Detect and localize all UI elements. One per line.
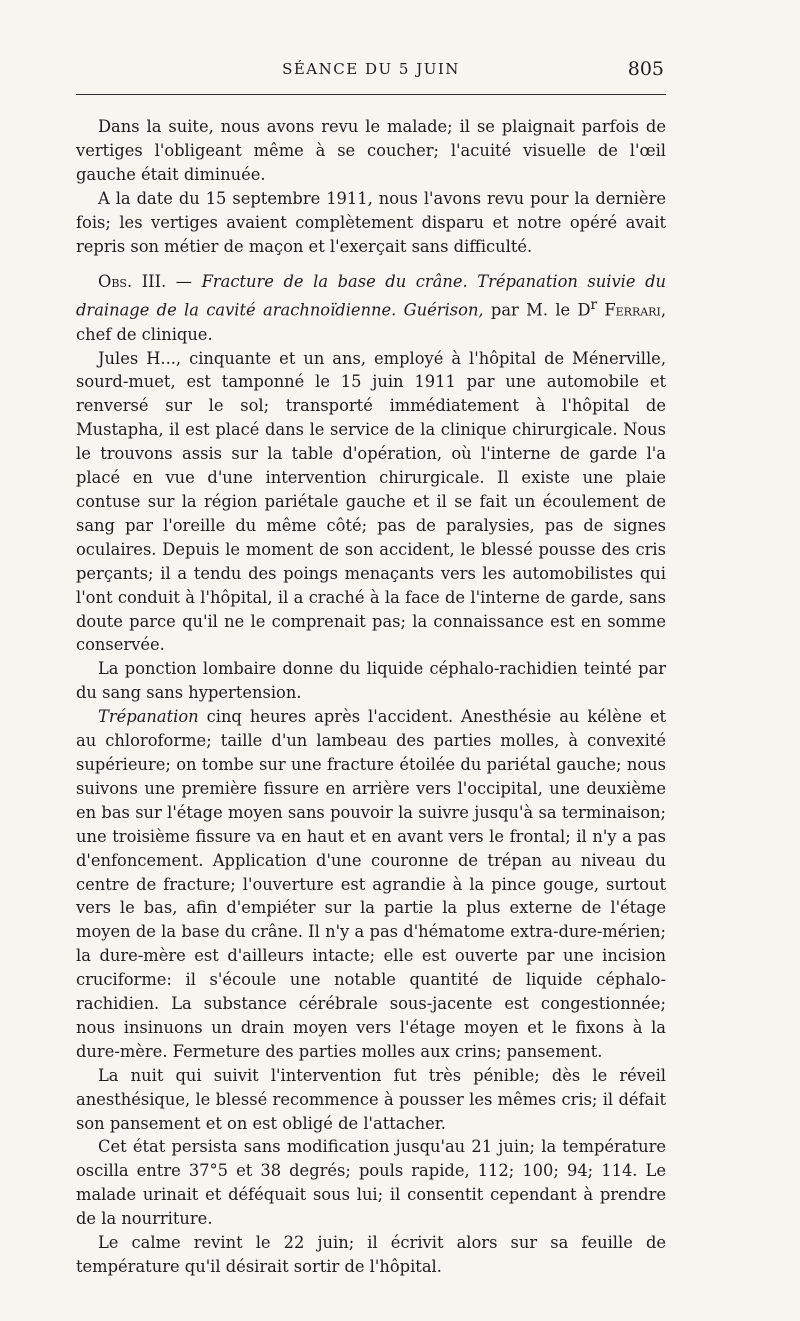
paragraph-6: La nuit qui suivit l'intervention fut très pénible; dès le réveil anesthésique, le blessé recommence à pousser les mêmes cris; il défait son pansement et on est obligé de l'attacher. xyxy=(76,1065,666,1133)
text-body xyxy=(76,115,666,1279)
observation-title: Fracture de la base du crâne. Trépanation suivie du drainage de la cavité arachnoïdienne. Guérison, xyxy=(76,272,666,320)
observation-by: par M. le D xyxy=(483,300,591,320)
paragraph-3: Jules H..., cinquante et un ans, employé à l'hôpital de Ménerville, sourd-muet, est tamponné le 15 juin 1911 par une automobile et renversé sur le sol; transporté immédiatement à l'hôpital de Mustapha, il est placé dans le service de la clinique chirurgicale. Nous le trouvons assis sur la table d'opération, où l'interne de garde l'a placé en vue d'une intervention chirurgicale. Il existe une plaie contuse sur la région pariétale gauche et il se fait un écoulement de sang par l'oreille du même côté; pas de paralysies, pas de signes oculaires. Depuis le moment de son accident, le blessé pousse des cris perçants; il a tendu des poings menaçants vers les automobilistes qui l'ont conduit à l'hôpital, il a craché à la face de l'interne de garde, sans doute parce qu'il ne le comprenait pas; la connaissance est en somme conservée. xyxy=(76,348,666,655)
page-header xyxy=(76,58,666,92)
header-rule xyxy=(76,94,666,95)
paragraph-2: A la date du 15 septembre 1911, nous l'avons revu pour la dernière fois; les vertiges avaient complètement disparu et notre opéré avait repris son métier de maçon et l'exerçait sans difficulté. xyxy=(76,188,666,256)
observation-label: Obs. III. — xyxy=(98,272,202,292)
observation-author: Ferrari xyxy=(597,300,661,320)
paragraph-4: La ponction lombaire donne du liquide céphalo-rachidien teinté par du sang sans hypertension. xyxy=(76,659,666,703)
paragraph-8: Le calme revint le 22 juin; il écrivit alors sur sa feuille de température qu'il désirait sortir de l'hôpital. xyxy=(76,1233,666,1277)
observation-sup: r xyxy=(590,297,598,314)
paragraph-5 xyxy=(76,705,666,1064)
running-head: SÉANCE DU 5 JUIN xyxy=(282,60,460,78)
paragraph-7: Cet état persista sans modification jusqu'au 21 juin; la température oscilla entre 37°5 et 38 degrés; pouls rapide, 112; 100; 94; 114. Le malade urinait et déféquait sous lui; il consentit cependant à prendre de la nourriture. xyxy=(76,1137,666,1229)
observation-heading xyxy=(76,270,666,346)
paragraph-5-italic: Trépanation xyxy=(98,707,199,727)
page-number: 805 xyxy=(627,58,664,80)
observation-role: , chef de clinique. xyxy=(76,300,666,344)
paragraph-1: Dans la suite, nous avons revu le malade; il se plaignait parfois de vertiges l'obligeant même à se coucher; l'acuité visuelle de l'œil gauche était diminuée. xyxy=(76,117,666,184)
paragraph-5-text: cinq heures après l'accident. Anesthésie au kélène et au chloroforme; taille d'un lambeau des parties molles, à convexité supérieure; on tombe sur une fracture étoilée du pariétal gauche; nous suivons une première fissure en arrière vers l'occipital, une deuxième en bas sur l'étage moyen sans pouvoir la suivre jusqu'à sa terminaison; une troisième fissure va en haut et en avant vers le frontal; il n'y a pas d'enfoncement. Application d'une couronne de trépan au niveau du centre de fracture; l'ouverture est agrandie à la pince gouge, surtout vers le bas, afin d'empiéter sur la partie la plus externe de l'étage moyen de la base du crâne. Il n'y a pas d'hématome extra-dure-mérien; la dure-mère est d'ailleurs intacte; elle est ouverte par une incision cruciforme: il s'écoule une notable quantité de liquide céphalo-rachidien. La substance cérébrale sous-jacente est congestionnée; nous insinuons un drain moyen vers l'étage moyen et le fixons à la dure-mère. Fermeture des parties molles aux crins; pansement. xyxy=(76,707,666,1061)
